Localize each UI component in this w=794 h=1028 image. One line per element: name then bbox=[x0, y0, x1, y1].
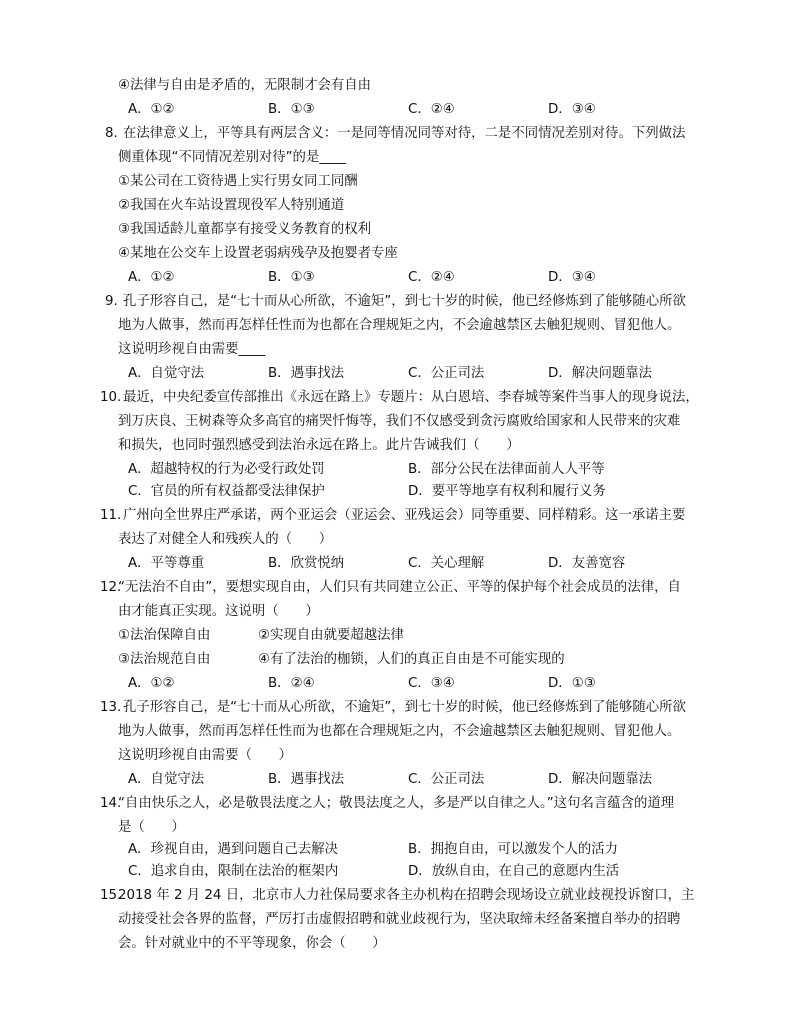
question-stem: 2018 年 2 月 24 日，北京市人力社保局要求各主办机构在招聘会现场设立就业歧视投诉窗口，主 bbox=[118, 888, 695, 903]
option-b: B．遇事找法 bbox=[268, 366, 345, 381]
option-c: C．公正司法 bbox=[408, 772, 485, 787]
option-a: A．平等尊重 bbox=[128, 556, 205, 571]
option-b: B．欣赏悦纳 bbox=[268, 556, 345, 571]
question-stem: 最近，中央纪委宣传部推出《永远在路上》专题片：从白恩培、李春城等案件当事人的现身说法， bbox=[123, 390, 699, 405]
question-stem: 孔子形容自己，是“七十而从心所欲，不逾矩”，到七十岁的时候，他已经修炼到了能够随心所欲 bbox=[123, 700, 686, 715]
option-d: D．③④ bbox=[548, 102, 596, 117]
option-c: C．官员的所有权益都受法律保护 bbox=[128, 484, 325, 499]
question-item: ④某地在公交车上设置老弱病残孕及抱婴者专座 bbox=[118, 246, 398, 261]
question-item: ④有了法治的枷锁，人们的真正自由是不可能实现的 bbox=[258, 652, 565, 667]
option-a: A．①② bbox=[128, 102, 175, 117]
question-stem: “自由快乐之人，必是敬畏法度之人；敬畏法度之人，多是严以自律之人。”这句名言蕴含的道理 bbox=[118, 796, 675, 811]
question-stem: 是（ ） bbox=[118, 820, 185, 835]
question-number: 14. bbox=[100, 796, 122, 811]
question-stem: 表达了对健全人和残疾人的（ ） bbox=[118, 532, 333, 547]
option-d: D．③④ bbox=[548, 270, 596, 285]
option-d: D．要平等地享有权利和履行义务 bbox=[408, 484, 606, 499]
question-item: ③我国适龄儿童都享有接受义务教育的权利 bbox=[118, 222, 372, 237]
question-item: ①某公司在工资待遇上实行男女同工同酬 bbox=[118, 174, 358, 189]
option-c: C．②④ bbox=[408, 102, 455, 117]
question-number: 12. bbox=[100, 580, 122, 595]
option-d: D．友善宽容 bbox=[548, 556, 626, 571]
option-d: D．解决问题靠法 bbox=[548, 772, 653, 787]
question-item: ③法治规范自由 bbox=[118, 652, 211, 667]
question-stem: 会。针对就业中的不平等现象，你会（ ） bbox=[118, 936, 386, 951]
option-d: D．解决问题靠法 bbox=[548, 366, 653, 381]
question-number: 10. bbox=[100, 390, 122, 405]
question-stem: 在法律意义上，平等具有两层含义：一是同等情况同等对待，二是不同情况差别对待。下列做法 bbox=[123, 126, 686, 141]
question-stem: 到万庆良、王树森等众多高官的痛哭忏悔等，我们不仅感受到贪污腐败给国家和人民带来的灾难 bbox=[118, 414, 681, 429]
option-d: D．①③ bbox=[548, 676, 596, 691]
question-stem: 这说明珍视自由需要____ bbox=[118, 342, 266, 357]
option-c: C．③④ bbox=[408, 676, 455, 691]
option-c: C．②④ bbox=[408, 270, 455, 285]
question-number: 8. bbox=[105, 126, 118, 141]
question-stem: 侧重体现“不同情况差别对待”的是____ bbox=[118, 150, 347, 165]
question-stem: 地为人做事，然而再怎样任性而为也都在合理规矩之内，不会逾越禁区去触犯规则、冒犯他人。 bbox=[118, 318, 681, 333]
option-c: C．关心理解 bbox=[408, 556, 485, 571]
question-item: ②我国在火车站设置现役军人特别通道 bbox=[118, 198, 345, 213]
option-b: B．拥抱自由，可以激发个人的活力 bbox=[408, 842, 619, 857]
option-b: B．①③ bbox=[268, 270, 315, 285]
option-b: B．②④ bbox=[268, 676, 315, 691]
question-stem: 孔子形容自己，是“七十而从心所欲，不逾矩”，到七十岁的时候，他已经修炼到了能够随心所欲 bbox=[123, 294, 686, 309]
question-number: 15. bbox=[100, 888, 122, 903]
question-number: 13. bbox=[100, 700, 122, 715]
option-a: A．超越特权的行为必受行政处罚 bbox=[128, 462, 325, 477]
option-a: A．①② bbox=[128, 676, 175, 691]
question-stem: “无法治不自由”，要想实现自由，人们只有共同建立公正、平等的保护每个社会成员的法律，自 bbox=[118, 580, 681, 595]
question-item: ④法律与自由是矛盾的，无限制才会有自由 bbox=[118, 78, 372, 93]
option-b: B．①③ bbox=[268, 102, 315, 117]
option-a: A．自觉守法 bbox=[128, 366, 205, 381]
question-stem: 动接受社会各界的监督，严厉打击虚假招聘和就业歧视行为，坚决取缔未经备案擅自举办的招聘 bbox=[118, 912, 681, 927]
question-item: ①法治保障自由 bbox=[118, 628, 211, 643]
option-a: A．自觉守法 bbox=[128, 772, 205, 787]
option-d: D．放纵自由，在自己的意愿内生活 bbox=[408, 864, 620, 879]
option-c: C．追求自由，限制在法治的框架内 bbox=[128, 864, 339, 879]
option-a: A．①② bbox=[128, 270, 175, 285]
option-b: B．遇事找法 bbox=[268, 772, 345, 787]
option-c: C．公正司法 bbox=[408, 366, 485, 381]
option-b: B．部分公民在法律面前人人平等 bbox=[408, 462, 605, 477]
question-number: 11. bbox=[100, 508, 122, 523]
question-item: ②实现自由就要超越法律 bbox=[258, 628, 404, 643]
question-stem: 广州向全世界庄严承诺，两个亚运会（亚运会、亚残运会）同等重要、同样精彩。这一承诺主要 bbox=[123, 508, 686, 523]
question-stem: 地为人做事，然而再怎样任性而为也都在合理规矩之内，不会逾越禁区去触犯规则、冒犯他人。 bbox=[118, 724, 681, 739]
question-stem: 由才能真正实现。这说明（ ） bbox=[118, 604, 319, 619]
option-a: A．珍视自由，遇到问题自己去解决 bbox=[128, 842, 339, 857]
question-stem: 和损失，也同时强烈感受到法治永远在路上。此片告诫我们（ ） bbox=[118, 438, 520, 453]
question-number: 9. bbox=[105, 294, 118, 309]
question-stem: 这说明珍视自由需要（ ） bbox=[118, 748, 293, 763]
